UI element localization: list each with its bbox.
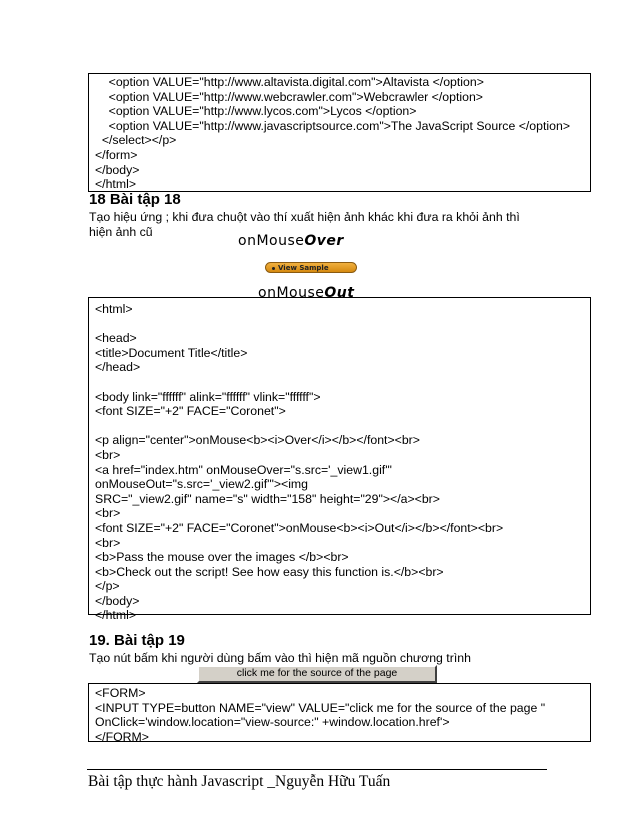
- code-line: </form>: [95, 147, 138, 162]
- code-line: <option VALUE="http://www.lycos.com">Lycos </option>: [95, 104, 417, 119]
- footer-text: Bài tập thực hành Javascript _Nguyễn Hữu Tuấn: [88, 773, 391, 790]
- code-line: <br>: [95, 535, 121, 550]
- code-line: <b>Check out the script! See how easy this function is.</b><br>: [95, 564, 444, 579]
- code-line: </html>: [95, 608, 137, 623]
- label-prefix: onMouse: [238, 233, 305, 249]
- view-sample-label: View Sample: [278, 264, 329, 272]
- code-block-form: [88, 683, 591, 742]
- code-line: <p align="center">onMouse<b><i>Over</i></b></font><br>: [95, 433, 420, 448]
- section-18-heading: 18 Bài tập 18: [89, 191, 181, 208]
- code-line: <head>: [95, 331, 137, 346]
- code-line: OnClick='window.location="view-source:" +window.location.href'>: [95, 715, 450, 730]
- code-line: <b>Pass the mouse over the images </b><br>: [95, 550, 349, 565]
- code-block-options: [88, 73, 591, 192]
- bullet-icon: [272, 267, 275, 270]
- code-line: </body>: [95, 162, 140, 177]
- section-19-description: Tạo nút bấm khi người dùng bấm vào thì hiện mã nguồn chương trình: [89, 651, 471, 665]
- description-line: Tạo hiệu ứng ; khi đưa chuột vào thí xuất hiện ảnh khác khi đưa ra khỏi ảnh thì: [89, 210, 520, 224]
- code-line: <option VALUE="http://www.webcrawler.com">Webcrawler </option>: [95, 89, 483, 104]
- footer-divider: [87, 769, 547, 770]
- code-line: <body link="ffffff" alink="ffffff" vlink="ffffff">: [95, 389, 321, 404]
- code-line: </p>: [95, 579, 120, 594]
- code-line: <FORM>: [95, 686, 146, 700]
- code-line: <br>: [95, 447, 121, 462]
- code-line: [95, 419, 584, 434]
- code-line: <option VALUE="http://www.javascriptsource.com">The JavaScript Source </option>: [95, 118, 570, 133]
- section-19-heading: 19. Bài tập 19: [89, 632, 185, 649]
- label-prefix: onMouse: [258, 285, 325, 301]
- code-line: </html>: [95, 177, 137, 192]
- onmouseover-label: [238, 233, 344, 249]
- code-block-mouseover: [88, 297, 591, 623]
- view-sample-button[interactable]: [265, 262, 357, 273]
- code-line: <INPUT TYPE=button NAME="view" VALUE="click me for the source of the page ": [95, 700, 546, 715]
- view-source-button[interactable]: click me for the source of the page: [197, 665, 437, 683]
- code-line: </body>: [95, 593, 140, 608]
- code-line: <title>Document Title</title>: [95, 345, 248, 360]
- code-line: <a href="index.htm" onMouseOver="s.src='_view1.gif'": [95, 462, 392, 477]
- code-line: onMouseOut="s.src='_view2.gif'"><img: [95, 477, 309, 492]
- label-emphasis: Out: [324, 285, 355, 301]
- code-line: <option VALUE="http://www.altavista.digital.com">Altavista </option>: [95, 75, 484, 89]
- code-line: </FORM>: [95, 729, 149, 744]
- code-line: [95, 317, 584, 332]
- code-line: [95, 375, 584, 390]
- code-line: <br>: [95, 506, 121, 521]
- code-line: </head>: [95, 360, 141, 375]
- code-line: <font SIZE="+2" FACE="Coronet">onMouse<b><i>Out</i></b></font><br>: [95, 520, 504, 535]
- code-line: <html>: [95, 302, 133, 316]
- code-line: </select></p>: [95, 133, 177, 148]
- description-line: hiện ảnh cũ: [89, 224, 153, 239]
- code-line: SRC="_view2.gif" name="s" width="158" height="29"></a><br>: [95, 491, 440, 506]
- label-emphasis: Over: [304, 233, 344, 249]
- code-line: <font SIZE="+2" FACE="Coronet">: [95, 404, 286, 419]
